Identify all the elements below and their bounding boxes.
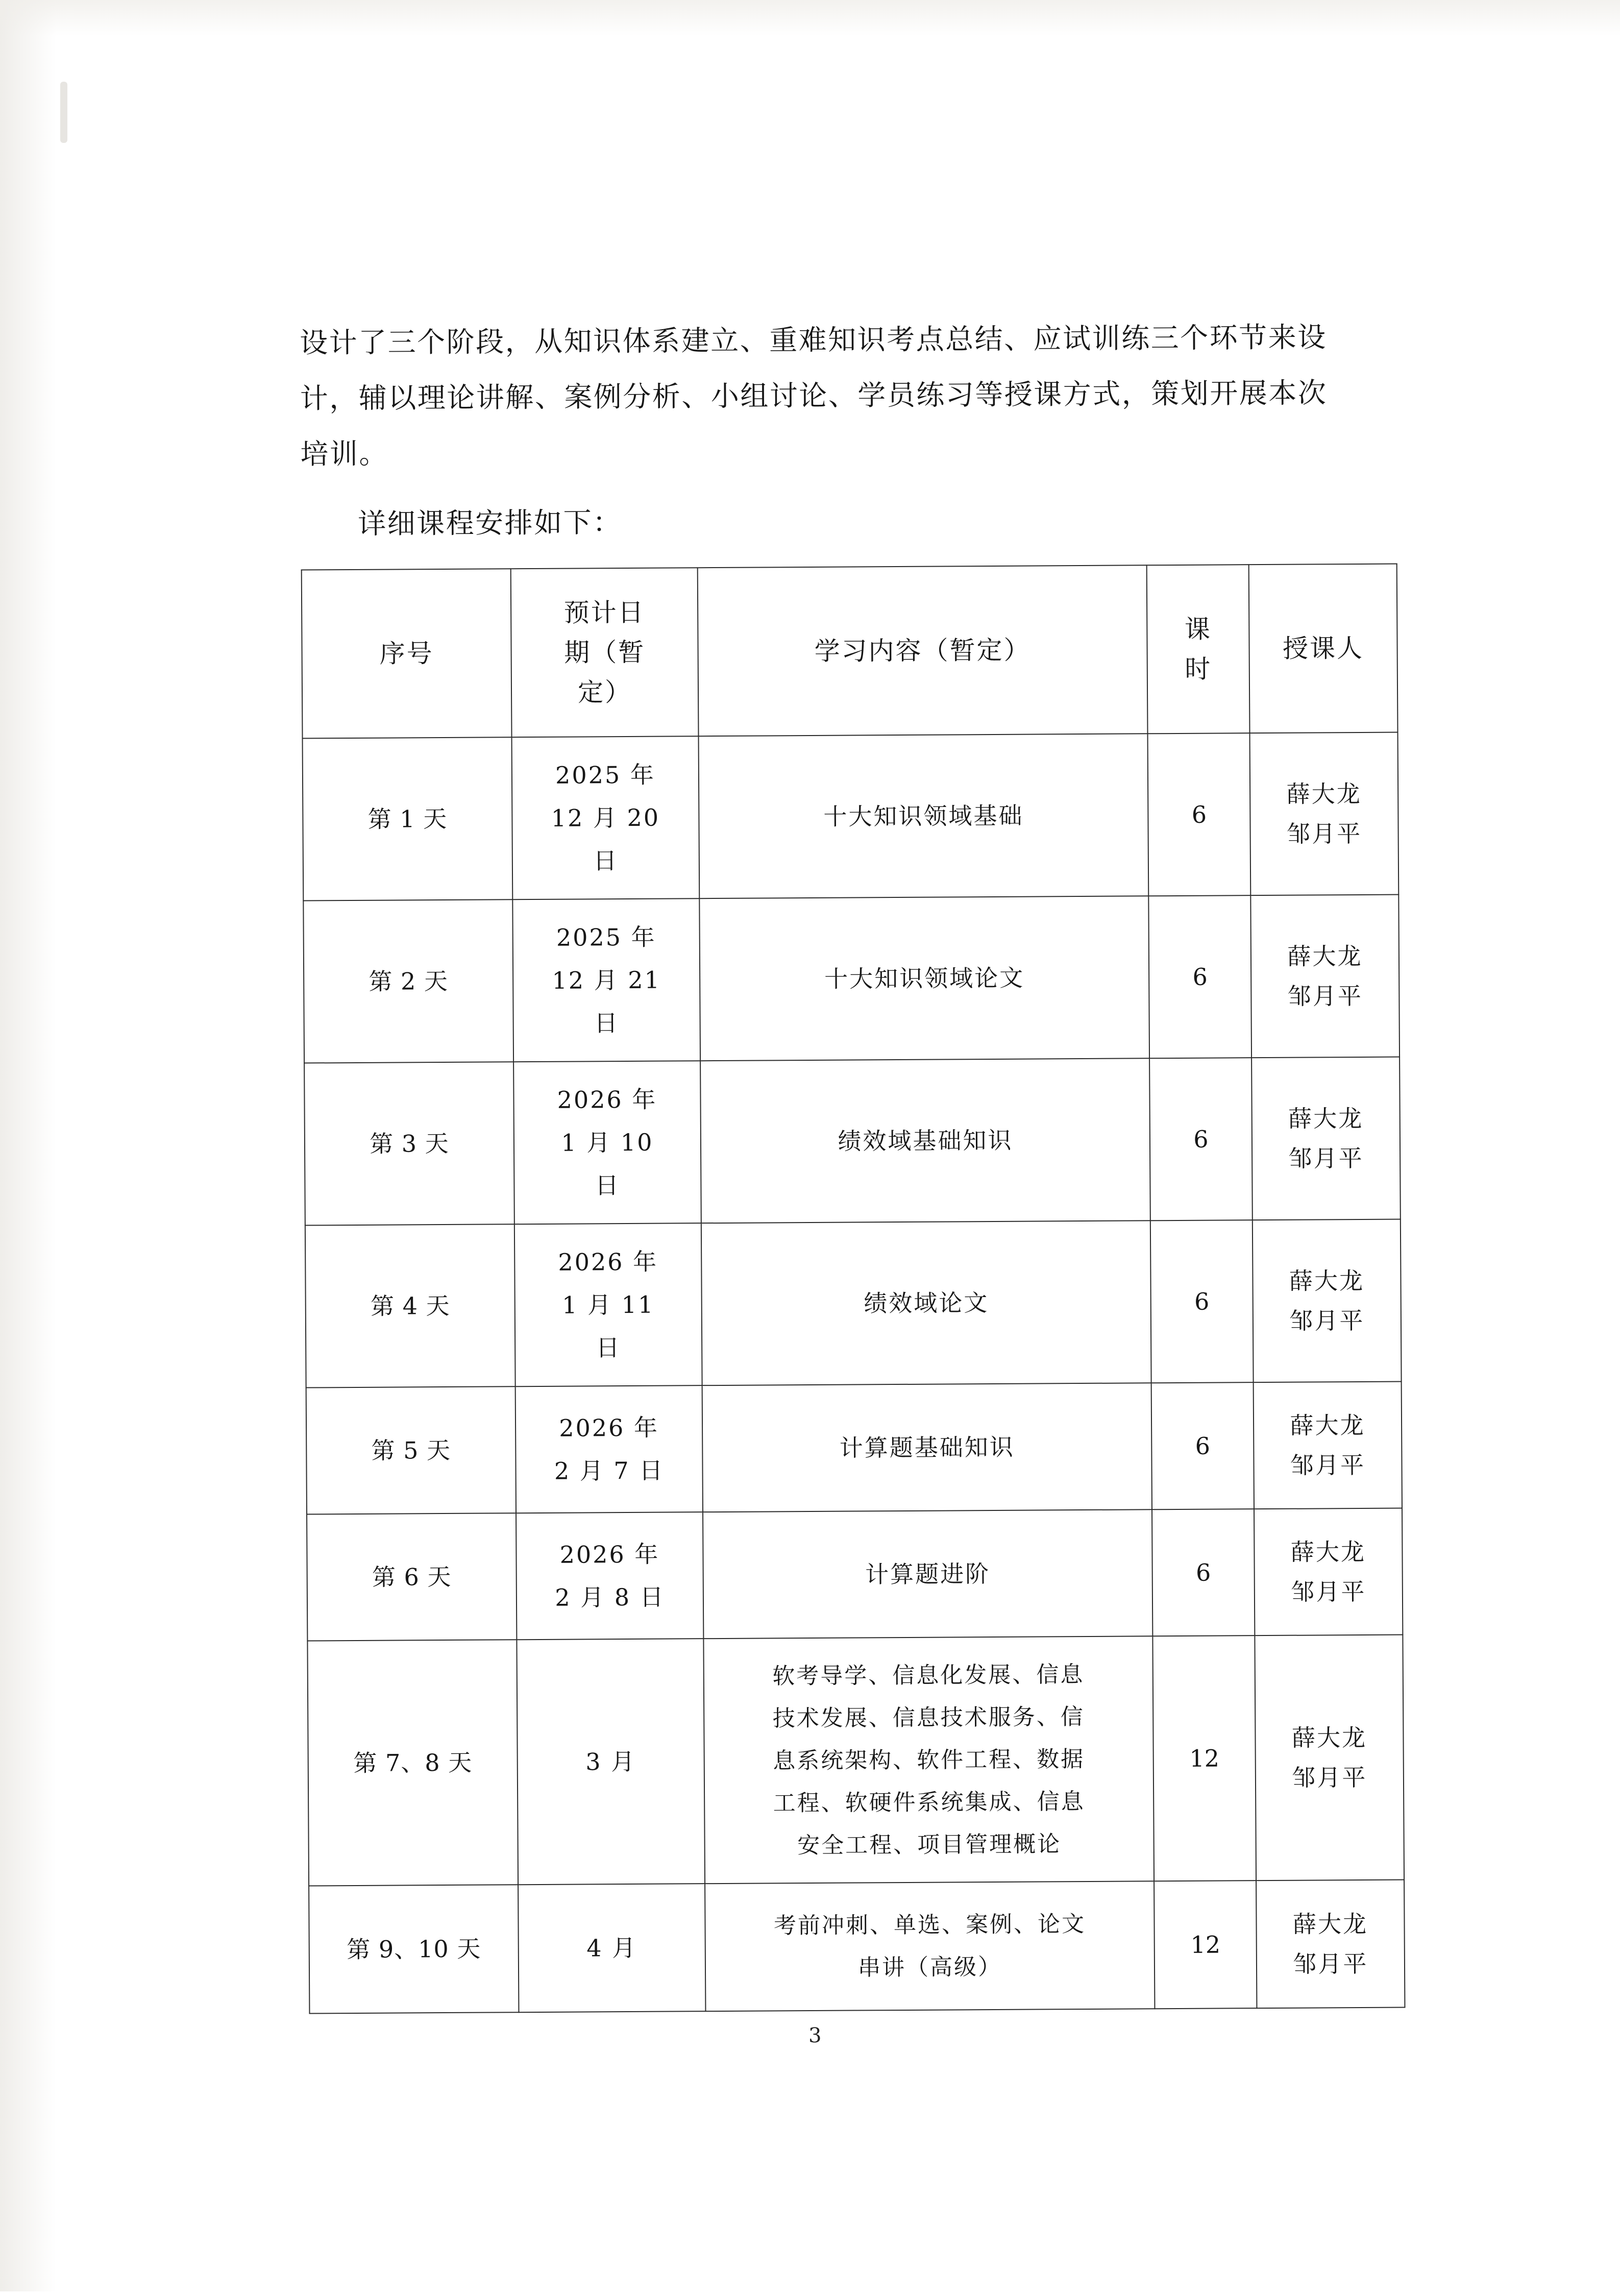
cell-date-line: 2 月 7 日 <box>554 1456 665 1485</box>
cell-day-number: 第 5 天 <box>306 1386 516 1514</box>
header-cell-date: 预计日 期（暂 定） <box>511 568 699 737</box>
cell-date-line: 12 月 20 <box>551 803 660 832</box>
cell-content <box>699 896 1149 1061</box>
cell-date <box>516 1385 703 1513</box>
paragraph-line-3: 培训。 <box>300 437 389 471</box>
table-body <box>303 732 1405 2014</box>
cell-date <box>513 1061 701 1224</box>
cell-day-number: 第 1 天 <box>303 737 513 900</box>
header-cell-content: 学习内容（暂定） <box>698 565 1148 736</box>
cell-date-line: 2026 年 <box>559 1413 659 1442</box>
cell-date-line: 2026 年 <box>557 1085 657 1114</box>
cell-content <box>699 734 1149 898</box>
cell-content-line: 串讲（高级） <box>857 1953 1002 1981</box>
cell-teacher-line: 薛大龙 <box>1291 1723 1367 1752</box>
cell-content-line: 考前冲刺、单选、案例、论文 <box>773 1911 1086 1939</box>
cell-content-line: 十大知识领域基础 <box>823 801 1024 831</box>
table-row <box>307 1508 1403 1641</box>
schedule-lead-in: 详细课程安排如下： <box>358 506 622 540</box>
cell-content-line: 息系统架构、软件工程、数据 <box>773 1746 1085 1774</box>
cell-date <box>518 1884 705 2012</box>
cell-content <box>703 1509 1152 1639</box>
cell-date <box>512 736 700 899</box>
cell-date <box>517 1639 705 1885</box>
cell-teacher-line: 薛大龙 <box>1288 1104 1364 1133</box>
table-row <box>303 732 1399 901</box>
cell-content-line: 十大知识领域论文 <box>824 964 1025 993</box>
cell-date-line: 2025 年 <box>555 761 655 789</box>
table-row <box>305 1219 1402 1388</box>
header-cell-teacher: 授课人 <box>1249 564 1398 734</box>
cell-teacher <box>1253 1219 1402 1383</box>
table-row <box>307 1635 1404 1886</box>
cell-content-line: 安全工程、项目管理概论 <box>797 1830 1062 1859</box>
cell-teacher-line: 邹月平 <box>1286 819 1362 848</box>
cell-hours: 6 <box>1151 1382 1254 1509</box>
cell-teacher-line: 邹月平 <box>1292 1763 1367 1792</box>
cell-hours: 6 <box>1152 1509 1255 1636</box>
cell-date-line: 3 月 <box>585 1747 636 1776</box>
table-row <box>303 895 1400 1063</box>
cell-teacher <box>1250 895 1400 1058</box>
page-number: 3 <box>808 2023 822 2048</box>
cell-hours: 12 <box>1152 1635 1256 1881</box>
cell-content-line: 绩效域基础知识 <box>838 1126 1013 1155</box>
cell-date-line: 1 月 10 <box>561 1128 654 1157</box>
cell-teacher-line: 薛大龙 <box>1290 1411 1365 1439</box>
cell-date <box>516 1512 703 1640</box>
cell-content-line: 计算题基础知识 <box>839 1433 1015 1462</box>
cell-hours: 6 <box>1148 895 1251 1058</box>
page-content <box>300 309 1412 2014</box>
cell-teacher-line: 薛大龙 <box>1289 1266 1365 1295</box>
cell-teacher <box>1250 732 1399 896</box>
table-row <box>304 1057 1401 1226</box>
cell-date-line: 1 月 11 <box>562 1290 655 1319</box>
cell-date <box>514 1223 702 1386</box>
cell-content <box>702 1383 1152 1512</box>
cell-date-line: 日 <box>595 1171 621 1200</box>
cell-content-line: 工程、软硬件系统集成、信息 <box>773 1788 1085 1816</box>
cell-content-line: 绩效域论文 <box>864 1289 989 1317</box>
cell-content <box>705 1881 1155 2011</box>
cell-teacher-line: 邹月平 <box>1291 1577 1366 1606</box>
cell-content <box>700 1058 1150 1223</box>
cell-teacher-line: 薛大龙 <box>1286 779 1362 808</box>
cell-hours: 6 <box>1150 1220 1254 1383</box>
intro-paragraph <box>300 309 1403 482</box>
cell-hours: 6 <box>1148 733 1251 896</box>
cell-content-line: 技术发展、信息技术服务、信 <box>772 1703 1085 1731</box>
cell-teacher <box>1256 1880 1405 2009</box>
cell-content <box>703 1636 1154 1884</box>
cell-teacher <box>1254 1382 1402 1509</box>
cell-hours: 6 <box>1149 1058 1253 1220</box>
cell-date-line: 日 <box>594 1009 620 1037</box>
cell-day-number: 第 3 天 <box>304 1062 514 1225</box>
table-row <box>309 1880 1405 2014</box>
cell-teacher-line: 邹月平 <box>1290 1451 1366 1479</box>
cell-teacher-line: 薛大龙 <box>1292 1910 1368 1938</box>
cell-content-line: 计算题进阶 <box>865 1560 991 1589</box>
table-header <box>302 564 1398 739</box>
paragraph-line-1: 设计了三个阶段，从知识体系建立、重难知识考点总结、应试训练三个环节来设 <box>300 321 1327 359</box>
cell-teacher-line: 邹月平 <box>1288 1144 1364 1173</box>
cell-day-number: 第 7、8 天 <box>307 1640 518 1886</box>
cell-hours: 12 <box>1154 1880 1257 2009</box>
table-header-row <box>302 564 1398 739</box>
header-cell-no: 序号 <box>302 569 512 738</box>
cell-date-line: 2025 年 <box>556 923 656 951</box>
cell-date-line: 2026 年 <box>559 1540 660 1569</box>
cell-date <box>512 898 700 1062</box>
cell-day-number: 第 4 天 <box>305 1224 516 1387</box>
cell-day-number: 第 9、10 天 <box>309 1885 519 2013</box>
cell-date-line: 2026 年 <box>558 1248 658 1276</box>
cell-date-line: 12 月 21 <box>552 966 661 994</box>
cell-date-line: 2 月 8 日 <box>555 1583 665 1611</box>
cell-teacher <box>1255 1635 1404 1881</box>
table-row <box>306 1382 1402 1515</box>
cell-date-line: 日 <box>596 1334 621 1362</box>
cell-date-line: 4 月 <box>586 1934 637 1962</box>
cell-date-line: 日 <box>593 847 619 875</box>
cell-content <box>701 1220 1151 1385</box>
cell-teacher-line: 薛大龙 <box>1287 942 1363 970</box>
cell-teacher-line: 薛大龙 <box>1290 1537 1366 1566</box>
cell-day-number: 第 6 天 <box>307 1513 517 1641</box>
course-schedule-table <box>301 564 1406 2014</box>
cell-teacher <box>1251 1057 1401 1220</box>
paragraph-line-2: 计，辅以理论讲解、案例分析、小组讨论、学员练习等授课方式，策划开展本次 <box>300 376 1328 415</box>
cell-teacher-line: 邹月平 <box>1293 1949 1368 1978</box>
cell-teacher <box>1254 1508 1403 1636</box>
schedule-table-wrapper <box>301 564 1405 2014</box>
cell-teacher-line: 邹月平 <box>1287 982 1363 1010</box>
cell-teacher-line: 邹月平 <box>1289 1306 1365 1335</box>
cell-day-number: 第 2 天 <box>303 899 513 1063</box>
header-cell-hours: 课 时 <box>1147 565 1250 734</box>
cell-content-line: 软考导学、信息化发展、信息 <box>772 1661 1085 1689</box>
